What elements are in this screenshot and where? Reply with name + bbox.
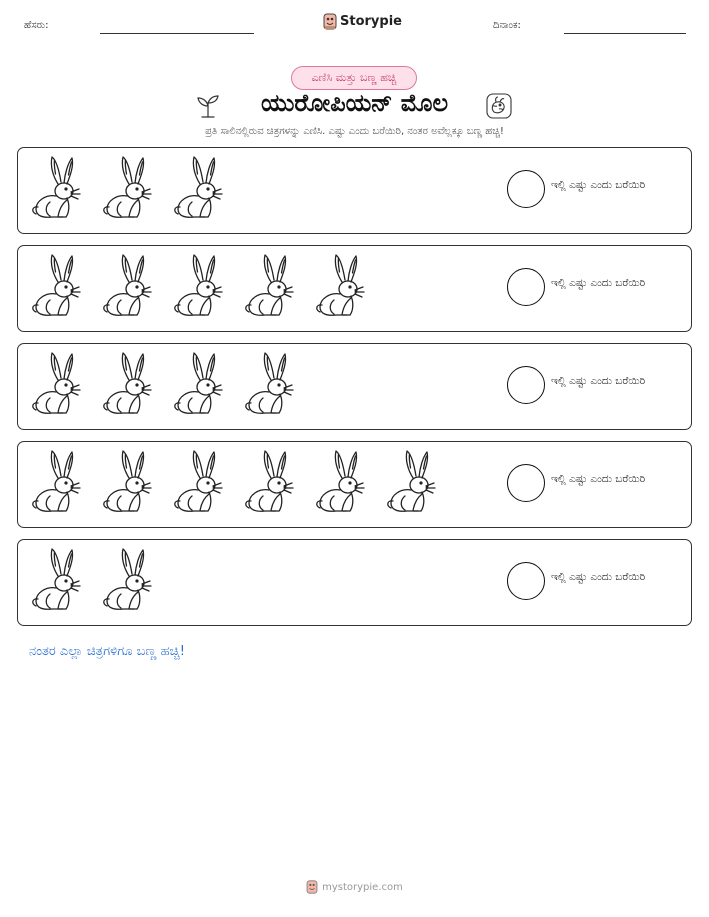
name-label: ಹೆಸರು: [24,20,49,31]
rabbit-icon [99,350,153,416]
rabbit-icon [312,252,366,318]
date-label: ದಿನಾಂಕ: [493,20,521,31]
answer-label: ಇಲ್ಲಿ ಎಷ್ಟು ಎಂದು ಬರೆಯಿರಿ [551,473,646,485]
storypie-logo-icon [323,13,337,30]
rabbit-icon [170,350,224,416]
answer-circle[interactable] [507,464,545,502]
rabbit-icon [241,252,295,318]
counting-row [17,441,692,528]
rabbit-icon [241,350,295,416]
answer-circle[interactable] [507,366,545,404]
rabbit-icon [99,154,153,220]
rabbit-icon [28,448,82,514]
counting-row [17,245,692,332]
instructions: ಪ್ರತಿ ಸಾಲಿನಲ್ಲಿರುವ ಚಿತ್ರಗಳನ್ನು ಎಣಿಸಿ. ಎಷ್ಟು ಎಂದು ಬರೆಯಿರಿ, ನಂತರ ಅವೆಲ್ಲಕ್ಕೂ ಬಣ್ಣ ಹಚ್ಚಿ! [205,126,504,137]
rabbit-icon [99,546,153,612]
storypie-logo-icon [306,880,318,894]
bunny-group [28,252,366,318]
brand-name: Storypie [340,14,402,29]
rabbit-icon [28,546,82,612]
counting-row [17,147,692,234]
color-instruction: ನಂತರ ಎಲ್ಲಾ ಚಿತ್ರಗಳಿಗೂ ಬಣ್ಣ ಹಚ್ಚಿ! [29,644,185,659]
rabbit-icon [170,448,224,514]
rabbit-icon [170,252,224,318]
counting-row [17,539,692,626]
bunny-group [28,448,437,514]
rabbit-icon [99,252,153,318]
answer-circle[interactable] [507,562,545,600]
rabbit-icon [28,154,82,220]
answer-label: ಇಲ್ಲಿ ಎಷ್ಟು ಎಂದು ಬರೆಯಿರಿ [551,375,646,387]
bunny-group [28,350,295,416]
brand [323,13,402,30]
activity-badge: ಎಣಿಸಿ ಮತ್ತು ಬಣ್ಣ ಹಚ್ಚಿ [291,66,417,90]
rabbit-icon [312,448,366,514]
page-title: ಯುರೋಪಿಯನ್ ಮೊಲ [260,89,448,117]
rabbit-icon [99,448,153,514]
rabbit-icon [170,154,224,220]
rabbit-icon [383,448,437,514]
site-url: mystorypie.com [322,881,403,893]
bunny-group [28,154,224,220]
site-footer [0,880,709,894]
answer-label: ಇಲ್ಲಿ ಎಷ್ಟು ಎಂದು ಬರೆಯಿರಿ [551,571,646,583]
rabbit-badge-icon [485,92,513,120]
name-line[interactable] [100,33,254,34]
answer-label: ಇಲ್ಲಿ ಎಷ್ಟು ಎಂದು ಬರೆಯಿರಿ [551,277,646,289]
answer-circle[interactable] [507,170,545,208]
rabbit-icon [28,350,82,416]
rabbit-icon [241,448,295,514]
rabbit-icon [28,252,82,318]
answer-label: ಇಲ್ಲಿ ಎಷ್ಟು ಎಂದು ಬರೆಯಿರಿ [551,179,646,191]
bunny-group [28,546,153,612]
answer-circle[interactable] [507,268,545,306]
date-line[interactable] [564,33,686,34]
counting-row [17,343,692,430]
